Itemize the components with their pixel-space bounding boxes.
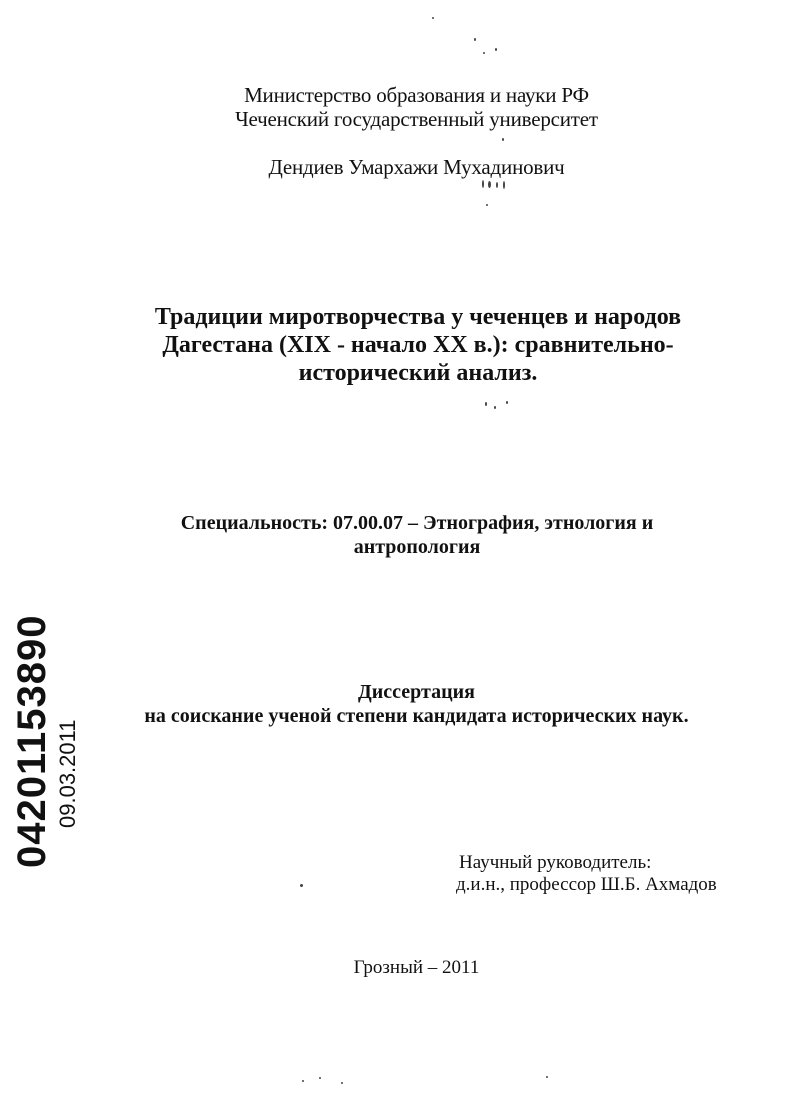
title-line-2: Дагестана (XIX - начало XX в.): сравнительно- [162,332,674,358]
supervisor-name: д.и.н., профессор Ш.Б. Ахмадов [456,874,717,895]
university-line: Чеченский государственный университет [235,107,598,131]
speciality-line-1: Специальность: 07.00.07 – Этнография, этнология и [180,512,654,534]
scan-speck [546,1076,548,1078]
stamp-date: 09.03.2011 [55,719,80,828]
scan-speck [494,406,496,409]
ministry-line: Министерство образования и науки РФ [244,83,589,107]
speciality-line-2: антропология [353,536,481,558]
scan-speck [496,182,498,188]
library-stamp [10,614,82,868]
author-name: Дендиев Умархажи Мухадинович [268,155,565,179]
scan-speck [474,38,476,41]
scan-speck [486,204,488,206]
dissertation-heading: Диссертация [358,681,475,703]
scan-speck [483,52,485,54]
city-year: Грозный – 2011 [353,957,480,978]
scan-speck [485,402,487,406]
title-line-3: исторический анализ. [298,360,538,386]
scan-speck [341,1082,343,1084]
scan-speck [502,138,504,141]
scan-speck [432,17,434,19]
title-line-1: Традиции миротворчества у чеченцев и народов [154,304,682,330]
scan-speck [503,181,505,189]
dissertation-purpose: на соискание ученой степени кандидата исторических наук. [144,705,689,727]
scan-speck [482,180,484,188]
scan-speck [302,1080,304,1082]
scan-speck [506,401,508,404]
supervisor-label: Научный руководитель: [459,852,652,873]
scan-speck [319,1077,321,1079]
scan-speck [495,48,497,51]
scan-speck [488,181,491,188]
stamp-number: 04201153890 [10,614,54,868]
scan-speck [300,884,303,887]
